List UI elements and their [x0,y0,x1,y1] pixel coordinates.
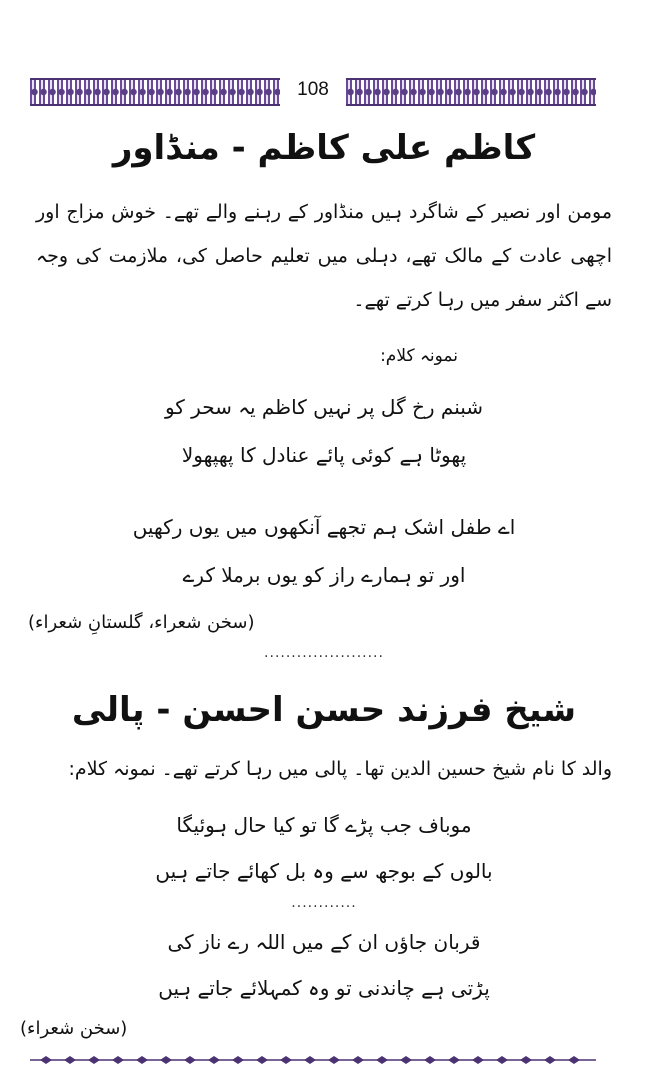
verse-line: پڑتی ہے چاندنی تو وہ کمہلائے جاتے ہیں [158,976,490,1000]
header-ornament-right [346,78,596,106]
section-title-kazim: کاظم علی کاظم - منڈاور [112,128,536,168]
sample-label: نمونہ کلام: [380,346,458,366]
verse-line: شبنم رخ گل پر نہیں کاظم یہ سحر کو [164,395,484,419]
page-number: 108 [297,79,329,100]
couplet-ahsan-1 [0,808,648,888]
couplet-divider: ............ [291,895,357,911]
couplet-ahsan-2 [0,925,648,1005]
verse-line: اور تو ہمارے راز کو یوں برملا کرے [182,563,466,587]
verse-line: موباف جب پڑے گا تو کیا حال ہوئیگا [176,813,472,837]
couplet-kazim-2 [0,510,648,592]
biography-ahsan: والد کا نام شیخ حسین الدین تھا۔ پالی میں رہا کرتے تھے۔ نمونہ کلام: [68,758,612,780]
source-citation-kazim: (سخن شعراء، گلستانِ شعراء) [28,612,255,633]
verse-line: پھوٹا ہے کوئی پائے عنادل کا پھپھولا [181,443,467,467]
footer-ornament [30,1055,596,1065]
verse-line: اے طفل اشک ہم تجھے آنکھوں میں یوں رکھیں [132,515,516,539]
verse-line: قربان جاؤں ان کے میں اللہ رے ناز کی [167,930,481,954]
section-divider: ...................... [264,645,384,661]
biography-kazim: مومن اور نصیر کے شاگرد ہیں منڈاور کے رہنے والے تھے۔ خوش مزاج اور اچھی عادت کے مالک تھے، دہلی میں تعلیم حاصل کی، ملازمت کی وجہ سے اکثر سفر میں رہا کرتے تھے۔ [36,201,612,311]
source-citation-ahsan: (سخن شعراء) [20,1018,128,1039]
couplet-kazim-1 [0,390,648,472]
header-ornament-left [30,78,280,106]
verse-line: بالوں کے بوجھ سے وہ بل کھائے جاتے ہیں [155,859,493,883]
section-title-ahsan: شیخ فرزند حسن احسن - پالی [71,690,577,730]
